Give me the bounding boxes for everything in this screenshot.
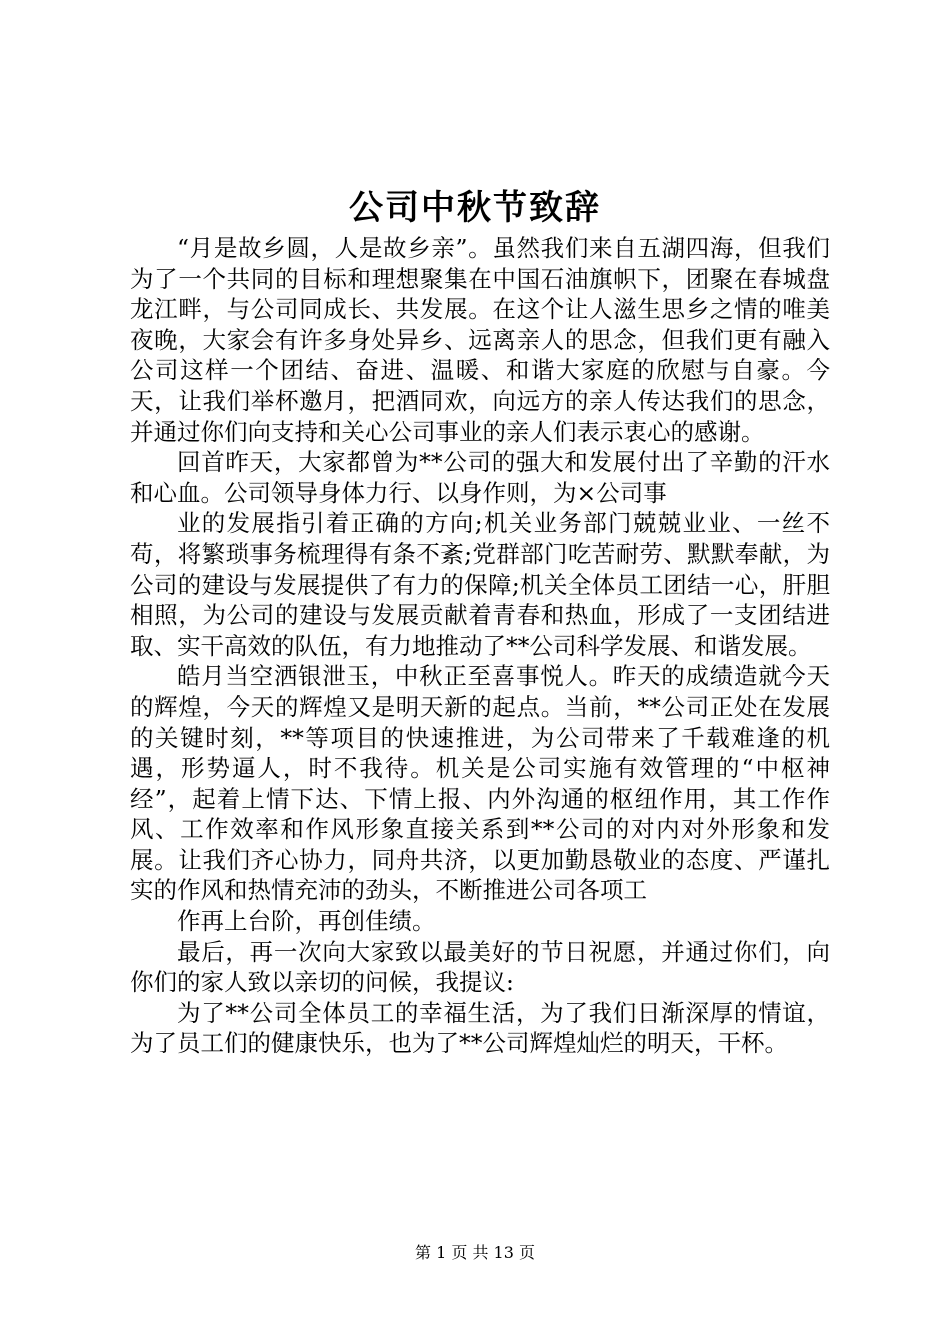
paragraph-3: 业的发展指引着正确的方向;机关业务部门兢兢业业、一丝不苟，将繁琐事务梳理得有条不紊;党群部门吃苦耐劳、默默奉献，为公司的建设与发展提供了有力的保障;机关全体员工团结一心，肝胆相照，为公司的建设与发展贡献着青春和热血，形成了一支团结进取、实干高效的队伍，有力地推动了**公司科学发展、和谐发展。: [130, 509, 830, 660]
paragraph-1: “月是故乡圆，人是故乡亲”。虽然我们来自五湖四海，但我们为了一个共同的目标和理想聚集在中国石油旗帜下，团聚在春城盘龙江畔，与公司同成长、共发展。在这个让人滋生思乡之情的唯美夜晚，大家会有许多身处异乡、远离亲人的思念，但我们更有融入公司这样一个团结、奋进、温暖、和谐大家庭的欣慰与自豪。今天，让我们举杯邀月，把酒同欢，向远方的亲人传达我们的思念，并通过你们向支持和关心公司事业的亲人们表示衷心的感谢。: [130, 234, 830, 446]
paragraph-2: 回首昨天，大家都曾为**公司的强大和发展付出了辛勤的汗水和心血。公司领导身体力行、以身作则，为×公司事: [130, 448, 830, 507]
paragraph-6: 最后，再一次向大家致以最美好的节日祝愿，并通过你们，向你们的家人致以亲切的问候，我提议:: [130, 937, 830, 997]
document-body: [130, 233, 830, 1059]
document-title: 公司中秋节致辞: [349, 188, 601, 228]
paragraph-5: 作再上台阶，再创佳绩。: [177, 907, 436, 936]
page-number-footer: 第 1 页 共 13 页: [415, 1243, 535, 1262]
paragraph-7: 为了**公司全体员工的幸福生活，为了我们日渐深厚的情谊，为了员工们的健康快乐，也为了**公司辉煌灿烂的明天，干杯。: [130, 998, 830, 1058]
paragraph-4: 皓月当空洒银泄玉，中秋正至喜事悦人。昨天的成绩造就今天的辉煌，今天的辉煌又是明天新的起点。当前，**公司正处在发展的关键时刻，**等项目的快速推进，为公司带来了千载难逢的机遇，形势逼人，时不我待。机关是公司实施有效管理的“中枢神经”，起着上情下达、下情上报、内外沟通的枢纽作用，其工作作风、工作效率和作风形象直接关系到**公司的对内对外形象和发展。让我们齐心协力，同舟共济，以更加勤恳敬业的态度、严谨扎实的作风和热情充沛的劲头，不断推进公司各项工: [130, 662, 830, 905]
